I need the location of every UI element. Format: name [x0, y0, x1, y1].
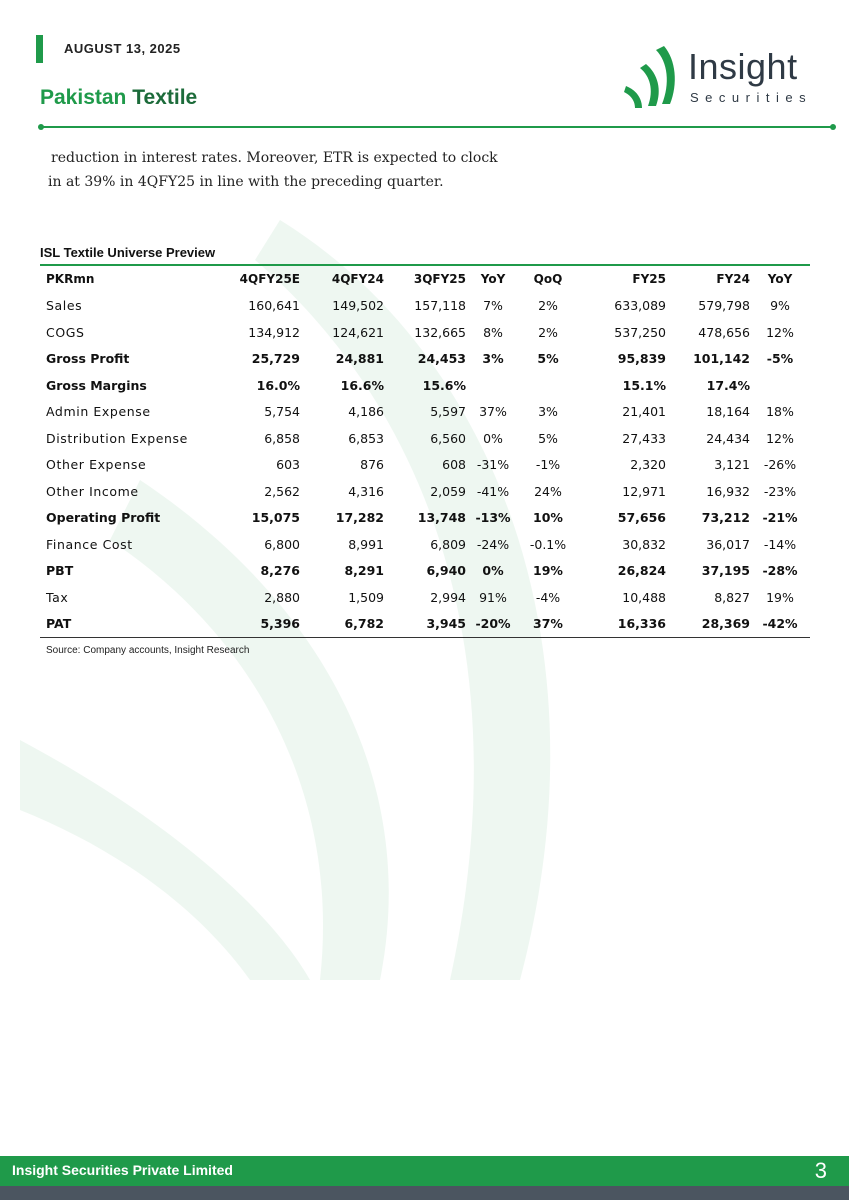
table-cell: 3%: [482, 351, 504, 367]
table-cell: 12%: [766, 324, 794, 340]
table-cell: 16.0%: [256, 377, 300, 393]
table-cell: 24,434: [706, 430, 750, 446]
table-row: [40, 346, 810, 373]
table-cell: 36,017: [706, 536, 750, 552]
row-label: Admin Expense: [46, 404, 151, 420]
table-cell: -24%: [476, 536, 510, 552]
table-cell: 30,832: [622, 536, 666, 552]
table-cell: 73,212: [701, 510, 750, 526]
table-row: [40, 319, 810, 346]
table-cell: 16.6%: [340, 377, 384, 393]
table-cell: 21,401: [622, 404, 666, 420]
table-cell: 24,881: [335, 351, 384, 367]
footer-bar: [0, 1156, 849, 1186]
table-cell: 6,940: [426, 563, 466, 579]
table-cell: 4,186: [348, 404, 384, 420]
title-part-1: Pakistan: [40, 86, 127, 109]
table-cell: 8%: [483, 324, 503, 340]
table-cell: 2,880: [264, 589, 300, 605]
row-label: Tax: [46, 589, 69, 605]
table-cell: 27,433: [622, 430, 666, 446]
table-cell: 18%: [766, 404, 794, 420]
row-label: PBT: [46, 563, 74, 579]
table-cell: 37,195: [701, 563, 750, 579]
table-cell: 13,748: [417, 510, 466, 526]
header-accent-bar: [36, 35, 43, 63]
table-row: [40, 399, 810, 426]
table-cell: 2%: [538, 298, 558, 314]
header-yoy-quarter: YoY: [480, 272, 506, 287]
universe-preview-table-section: [40, 242, 810, 656]
table-cell: 2,994: [430, 589, 466, 605]
table-cell: 633,089: [614, 298, 666, 314]
table-cell: 10,488: [622, 589, 666, 605]
table-cell: 15,075: [251, 510, 300, 526]
header-divider: [40, 126, 834, 128]
header-fy25: FY25: [632, 272, 666, 287]
table-cell: 16,336: [576, 611, 666, 638]
header-yoy-annual: YoY: [767, 272, 793, 287]
title-part-2: Textile: [132, 86, 198, 109]
table-cell: 6,560: [430, 430, 466, 446]
page-number: 3: [814, 1158, 827, 1183]
table-cell: 5,396: [228, 611, 300, 638]
table-header-row: [40, 266, 810, 293]
footer-strip: [0, 1186, 849, 1200]
table-cell: -23%: [763, 483, 797, 499]
table-cell: 478,656: [698, 324, 750, 340]
row-label: Operating Profit: [46, 510, 161, 526]
table-cell: 876: [360, 457, 384, 473]
table-cell: -0.1%: [529, 536, 567, 552]
row-label: Sales: [46, 298, 83, 314]
table-cell: 15.6%: [422, 377, 466, 393]
header-qoq: QoQ: [533, 272, 563, 287]
table-cell: -31%: [476, 457, 510, 473]
table-cell: 6,853: [348, 430, 384, 446]
table-cell: 12%: [766, 430, 794, 446]
table-cell: -20%: [466, 611, 520, 638]
table-cell: 579,798: [698, 298, 750, 314]
table-cell: 0%: [482, 563, 504, 579]
table-cell: 608: [442, 457, 466, 473]
table-cell: 149,502: [332, 298, 384, 314]
table-cell: -28%: [762, 563, 798, 579]
table-cell: -21%: [762, 510, 798, 526]
table-cell: 16,932: [706, 483, 750, 499]
table-cell: 9%: [770, 298, 790, 314]
table-cell: 1,509: [348, 589, 384, 605]
header-3qfy25: 3QFY25: [413, 272, 466, 287]
table-cell: 8,291: [344, 563, 384, 579]
table-cell: 12,971: [622, 483, 666, 499]
table-row: [40, 584, 810, 611]
logo-name: Insight: [688, 46, 798, 87]
table-row: [40, 505, 810, 532]
table-cell: 18,164: [706, 404, 750, 420]
table-row: [40, 293, 810, 320]
table-cell: 157,118: [414, 298, 466, 314]
universe-preview-table: [40, 266, 810, 638]
table-cell: 25,729: [251, 351, 300, 367]
table-cell: 5%: [538, 430, 558, 446]
table-cell: 19%: [533, 563, 563, 579]
table-cell: 10%: [533, 510, 563, 526]
table-cell: -42%: [750, 611, 810, 638]
row-label: Other Income: [46, 483, 139, 499]
table-cell: 37%: [479, 404, 507, 420]
table-cell: 57,656: [617, 510, 666, 526]
table-cell: [750, 372, 810, 399]
logo-subtitle: Securities: [690, 90, 813, 105]
table-cell: 17.4%: [706, 377, 750, 393]
table-cell: 24%: [534, 483, 562, 499]
table-cell: 28,369: [666, 611, 750, 638]
header-4qfy24: 4QFY24: [331, 272, 384, 287]
table-cell: 6,782: [300, 611, 384, 638]
row-label: COGS: [46, 324, 85, 340]
table-cell: 2%: [538, 324, 558, 340]
table-cell: 7%: [483, 298, 503, 314]
table-cell: 5,754: [264, 404, 300, 420]
row-label: Finance Cost: [46, 536, 133, 552]
table-cell: 0%: [483, 430, 503, 446]
table-cell: 3,121: [714, 457, 750, 473]
table-row: [40, 611, 810, 638]
table-cell: 8,991: [348, 536, 384, 552]
table-row: [40, 425, 810, 452]
table-cell: 134,912: [248, 324, 300, 340]
table-cell: -41%: [476, 483, 510, 499]
table-cell: 8,827: [714, 589, 750, 605]
table-cell: 160,641: [248, 298, 300, 314]
table-cell: 603: [276, 457, 300, 473]
row-label: Gross Margins: [46, 377, 147, 393]
table-cell: 2,059: [430, 483, 466, 499]
footer-company-name: Insight Securities Private Limited: [12, 1162, 233, 1178]
divider-dot-left: [38, 124, 44, 130]
table-cell: 37%: [520, 611, 576, 638]
table-cell: 6,858: [264, 430, 300, 446]
row-label: Other Expense: [46, 457, 147, 473]
table-cell: 537,250: [614, 324, 666, 340]
insight-securities-logo: [624, 44, 814, 108]
table-cell: 2,562: [264, 483, 300, 499]
table-cell: -4%: [535, 589, 561, 605]
source-note: Source: Company accounts, Insight Research: [46, 645, 250, 656]
intro-line-1: reduction in interest rates. Moreover, ETR is expected to clock: [51, 150, 498, 166]
table-row: [40, 531, 810, 558]
table-cell: 15.1%: [622, 377, 666, 393]
table-title: ISL Textile Universe Preview: [40, 242, 810, 266]
intro-line-2: in at 39% in 4QFY25 in line with the preceding quarter.: [48, 174, 444, 190]
row-label: PAT: [40, 611, 228, 638]
table-cell: 24,453: [417, 351, 466, 367]
table-cell: 4,316: [348, 483, 384, 499]
table-row: [40, 452, 810, 479]
table-cell: 5%: [537, 351, 559, 367]
row-label: Distribution Expense: [46, 430, 188, 446]
table-cell: [466, 372, 520, 399]
table-row: [40, 478, 810, 505]
table-cell: 101,142: [693, 351, 750, 367]
table-cell: -14%: [763, 536, 797, 552]
table-cell: 6,800: [264, 536, 300, 552]
table-cell: 3%: [538, 404, 558, 420]
table-cell: 26,824: [617, 563, 666, 579]
divider-dot-right: [830, 124, 836, 130]
table-cell: 5,597: [430, 404, 466, 420]
report-date: AUGUST 13, 2025: [64, 41, 181, 56]
table-cell: 17,282: [335, 510, 384, 526]
table-cell: -1%: [535, 457, 561, 473]
table-cell: 3,945: [384, 611, 466, 638]
table-cell: 8,276: [260, 563, 300, 579]
table-cell: [520, 372, 576, 399]
table-cell: 19%: [766, 589, 794, 605]
table-cell: 95,839: [617, 351, 666, 367]
table-cell: -5%: [766, 351, 794, 367]
header-4qfy25e: 4QFY25E: [239, 272, 300, 287]
table-cell: 2,320: [630, 457, 666, 473]
page-title: [40, 86, 197, 110]
intro-paragraph: [48, 146, 568, 194]
table-cell: 6,809: [430, 536, 466, 552]
header-fy24: FY24: [716, 272, 750, 287]
row-label: Gross Profit: [46, 351, 130, 367]
logo-leaf-icon: [624, 44, 686, 108]
table-row: [40, 558, 810, 585]
table-cell: 124,621: [332, 324, 384, 340]
table-cell: -13%: [475, 510, 511, 526]
header-pkrmn: PKRmn: [46, 272, 95, 287]
table-row: [40, 372, 810, 399]
table-cell: 91%: [479, 589, 507, 605]
table-cell: 132,665: [414, 324, 466, 340]
table-cell: -26%: [763, 457, 797, 473]
